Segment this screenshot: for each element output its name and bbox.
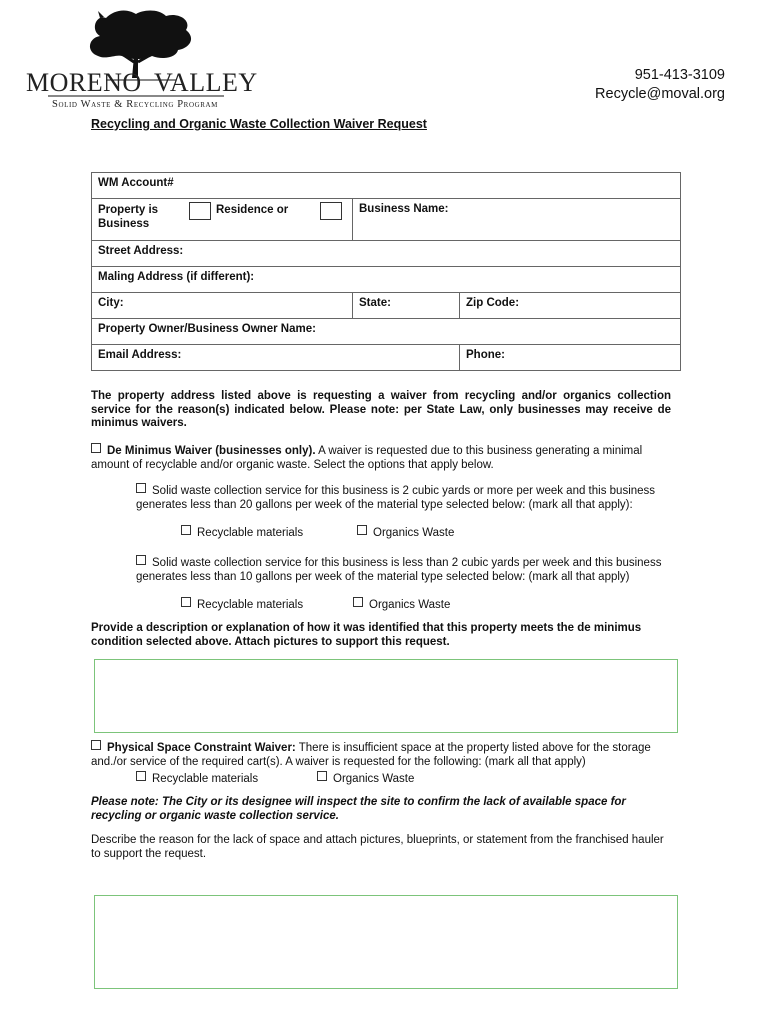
state-field[interactable]: State: [352,293,459,318]
deminimus-description-textbox[interactable] [94,659,678,733]
option-2-checkbox[interactable] [136,555,146,565]
physical-organics-checkbox[interactable] [317,771,327,781]
physical-space-section [91,740,681,769]
physical-recyclable [136,771,258,787]
page-title: Recycling and Organic Waste Collection Waiver Request [91,117,427,131]
space-constraint-description-textbox[interactable] [94,895,678,989]
row-account [92,173,680,198]
option-2-organics-checkbox[interactable] [353,597,363,607]
row-mailing [92,266,680,292]
option-1-organics-label: Organics Waste [373,527,455,539]
physical-space-checkbox[interactable] [91,740,101,750]
option-2-organics-label: Organics Waste [369,599,451,611]
option-2-recyclable-checkbox[interactable] [181,597,191,607]
physical-space-heading: Physical Space Constraint Waiver: [107,742,296,754]
phone-field[interactable]: Phone: [459,345,680,370]
info-form-table [91,172,681,371]
email-address-field[interactable]: Email Address: [98,349,182,361]
logo-subtitle: Solid Waste & Recycling Program [52,99,219,110]
property-is-label: Property is [98,204,159,216]
residence-checkbox[interactable] [189,202,211,220]
option-2-organics [353,597,450,613]
owner-name-field[interactable]: Property Owner/Business Owner Name: [98,323,316,335]
business-checkbox[interactable] [320,202,342,220]
physical-recyclable-checkbox[interactable] [136,771,146,781]
provide-description-label: Provide a description or explanation of how it was identified that this property meets the de minimus condition selected above. Attach pictures to support this request. [91,622,642,648]
intro-paragraph: The property address listed above is requesting a waiver from recycling and/or organics collection service for the reason(s) indicated below. Please note: per State Law, only businesses may receive de minimus waivers. [91,390,671,429]
street-address-field[interactable]: Street Address: [98,245,184,257]
deminimus-checkbox[interactable] [91,443,101,453]
option-1-recyclable-checkbox[interactable] [181,525,191,535]
deminimus-option-1 [136,483,671,512]
contact-phone: 951-413-3109 [634,67,725,83]
option-1-recyclable-label: Recyclable materials [197,527,304,539]
option-1-text: Solid waste collection service for this business is 2 cubic yards or more per week and this business generates less than 20 gallons per week of the material type selected below: (mark all that apply): [136,485,656,511]
describe-reason-label: Describe the reason for the lack of space and attach pictures, blueprints, or statement from the franchised hauler to support the request. [91,834,664,860]
wm-account-field[interactable]: WM Account# [98,177,174,189]
option-1-checkbox[interactable] [136,483,146,493]
city-field[interactable]: City: [98,297,124,309]
option-2-text: Solid waste collection service for this business is less than 2 cubic yards per week and this business generates less than 10 gallons per week of the material type selected below: (mark all that apply) [136,557,662,583]
contact-email: Recycle@moval.org [595,86,725,102]
row-property [92,198,680,240]
row-email [92,344,680,370]
logo-word-left: MORENO [26,68,142,97]
option-2-recyclable [181,597,303,613]
physical-organics [317,771,414,787]
contact-info [595,66,725,104]
deminimus-text: A waiver is requested due to this business generating a minimal amount of recyclable and/or organic waste. Select the options that apply below. [91,445,643,471]
physical-space-text: There is insufficient space at the property listed above for the storage and./or service of the required cart(s). A waiver is requested for the following: (mark all that apply) [91,742,651,768]
option-1-organics-checkbox[interactable] [357,525,367,535]
property-type-field [92,199,352,240]
business-label: Business [98,218,150,230]
logo-word-right: VALLEY [154,68,258,97]
row-street [92,240,680,266]
mailing-address-field[interactable]: Maling Address (if different): [98,271,255,283]
residence-or-label: Residence or [216,204,289,216]
option-1-organics [357,525,454,541]
physical-recyclable-label: Recyclable materials [152,773,259,785]
deminimus-heading: De Minimus Waiver (businesses only). [107,445,316,457]
business-name-field[interactable]: Business Name: [352,199,680,240]
moreno-valley-logo [26,8,258,112]
zip-code-field[interactable]: Zip Code: [459,293,680,318]
deminimus-option-2 [136,555,671,584]
row-city [92,292,680,318]
row-owner [92,318,680,344]
option-1-recyclable [181,525,303,541]
physical-organics-label: Organics Waste [333,773,415,785]
deminimus-section [91,443,671,472]
option-2-recyclable-label: Recyclable materials [197,599,304,611]
inspection-note: Please note: The City or its designee will inspect the site to confirm the lack of available space for recycling or organic waste collection service. [91,796,626,822]
